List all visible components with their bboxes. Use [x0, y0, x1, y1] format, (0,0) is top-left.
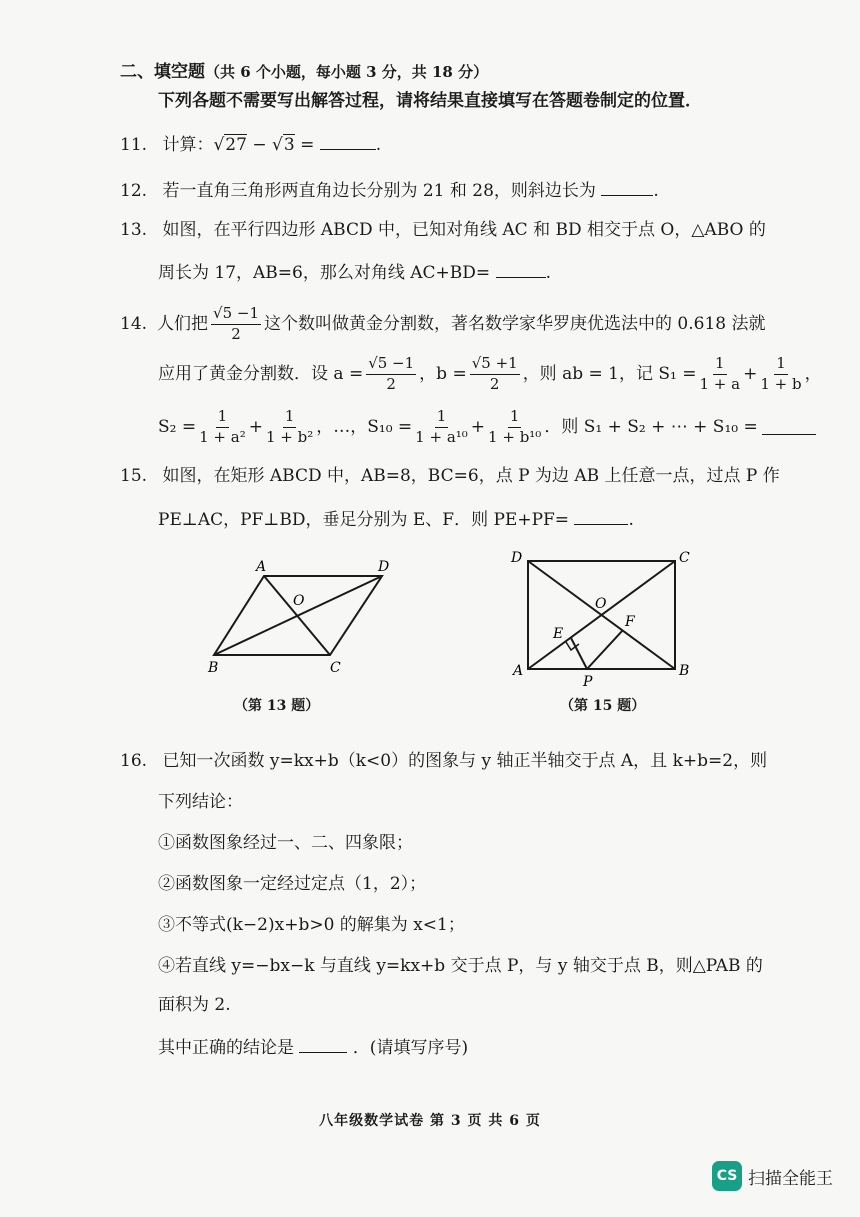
q14-b-den: 2	[489, 374, 500, 393]
q11-number: 11.	[120, 135, 148, 155]
label-b: B	[208, 660, 219, 675]
label-d: D	[378, 559, 390, 575]
label-c: C	[679, 550, 690, 566]
figure-13-caption: （第 13 题）	[234, 698, 320, 714]
question-15	[120, 468, 780, 485]
q14-s10-t2	[488, 408, 541, 446]
q12-answer-blank	[601, 181, 653, 196]
question-15-cont	[158, 510, 634, 529]
section-instruction: 下列各题不需要写出解答过程，请将结果直接填写在答题卷制定的位置．	[158, 91, 702, 111]
q16-number: 16.	[120, 751, 148, 771]
question-14-line2	[158, 352, 822, 396]
q16-ask-post: ．(请填写序号)	[352, 1038, 469, 1058]
label-b: B	[679, 663, 690, 679]
camscanner-watermark	[712, 1161, 833, 1191]
question-14-line3	[158, 405, 816, 449]
q14-s10-t2-den: 1 + b¹⁰	[488, 427, 542, 446]
q14-s2-label: S₂ =	[158, 416, 197, 437]
q16-conclusion-3: ③不等式(k−2)x+b>0 的解集为 x<1；	[158, 915, 465, 935]
q14-frac-num: √5 −1	[211, 305, 261, 324]
label-e: E	[553, 626, 564, 642]
q11-equals: =	[300, 135, 315, 155]
figure-13-parallelogram	[200, 555, 410, 675]
q14-s2-t1	[199, 408, 246, 446]
q16-ask	[158, 1038, 468, 1057]
q14-s1-t1-den: 1 + a	[699, 374, 741, 393]
camscanner-logo-icon: CS	[712, 1161, 742, 1191]
q13-line2: 周长为 17，AB=6，那么对角线 AC+BD=	[158, 263, 491, 283]
q14-s2-t2-num: 1	[283, 408, 297, 427]
q14-b-num: √5 +1	[470, 355, 520, 374]
q14-answer-blank	[762, 420, 816, 435]
q14-s2-t2-den: 1 + b²	[265, 427, 314, 446]
q15-number: 15.	[120, 466, 148, 486]
q14-lead: 人们把	[157, 313, 209, 334]
question-16	[120, 753, 767, 770]
q11-answer-blank	[320, 135, 376, 150]
q14-s1-t2-den: 1 + b	[760, 374, 802, 393]
q15-line1: 如图，在矩形 ABCD 中，AB=8，BC=6，点 P 为边 AB 上任意一点，过点 P 作	[162, 466, 780, 486]
q12-text: 若一直角三角形两直角边长分别为 21 和 28，则斜边长为	[162, 181, 596, 201]
q14-b-frac	[470, 355, 520, 393]
label-o: O	[293, 593, 305, 609]
page-footer: 八年级数学试卷 第 3 页 共 6 页	[319, 1113, 541, 1129]
question-12	[120, 181, 659, 200]
q16-answer-blank	[299, 1038, 347, 1053]
q14-plus-3: +	[470, 416, 486, 437]
q14-s1-t1	[700, 355, 741, 393]
q14-s1-t1-num: 1	[713, 355, 727, 374]
segment-pf	[587, 630, 623, 669]
q14-number: 14.	[120, 313, 148, 334]
q16-ask-pre: 其中正确的结论是	[158, 1038, 294, 1058]
q11-lead: 计算：	[162, 135, 214, 155]
q12-number: 12.	[120, 181, 148, 201]
q11-radicand-a: 27	[225, 135, 247, 155]
q14-s1-t2-num: 1	[774, 355, 788, 374]
q14-s10-t1	[415, 408, 468, 446]
q15-answer-blank	[574, 510, 628, 525]
q14-s2-t1-num: 1	[216, 408, 230, 427]
q14-comma: ，	[804, 363, 822, 384]
q15-end: .	[628, 510, 634, 530]
label-a: A	[256, 559, 267, 575]
q12-end: .	[653, 181, 659, 201]
q14-b-def: ，b =	[419, 363, 467, 384]
label-c: C	[330, 660, 341, 675]
q16-line1: 已知一次函数 y=kx+b（k<0）的图象与 y 轴正半轴交于点 A，且 k+b=2，则	[162, 751, 768, 771]
q13-number: 13.	[120, 220, 148, 240]
label-d: D	[511, 550, 523, 566]
question-13-cont	[158, 263, 551, 282]
q14-plus-2: +	[248, 416, 263, 437]
q11-radicand-b: 3	[283, 135, 295, 155]
q16-conclusion-4b: 面积为 2.	[158, 995, 231, 1015]
q13-end: .	[545, 263, 551, 283]
figure-15-rectangle	[505, 548, 695, 688]
q14-line1-post: 这个数叫做黄金分割数，著名数学家华罗庚优选法中的 0.618 法就	[264, 313, 766, 334]
question-14	[120, 304, 766, 344]
q14-a-frac	[366, 355, 416, 393]
q11-minus: −	[252, 135, 267, 155]
q16-conclusion-4a: ④若直线 y=−bx−k 与直线 y=kx+b 交于点 P，与 y 轴交于点 B，则△PAB 的	[158, 956, 763, 976]
q14-a-den: 2	[386, 374, 396, 393]
q13-answer-blank	[496, 263, 546, 278]
q14-frac-den: 2	[231, 324, 241, 343]
q14-a-num: √5 −1	[366, 355, 416, 374]
label-o: O	[595, 596, 607, 612]
q16-conclusion-1: ①函数图象经过一、二、四象限；	[158, 833, 413, 853]
section-title: 二、填空题	[120, 62, 205, 82]
q14-s10-label: ，…，S₁₀ =	[316, 416, 413, 437]
q14-a-def: 应用了黄金分割数．设 a =	[158, 363, 364, 384]
label-p: P	[583, 674, 593, 688]
q11-end: .	[375, 135, 382, 155]
label-a: A	[513, 663, 524, 679]
q14-sum: ．则 S₁ + S₂ + ⋯ + S₁₀ =	[544, 416, 758, 437]
question-13	[120, 222, 766, 239]
q14-plus: +	[743, 363, 758, 384]
q14-s1-t2	[760, 355, 801, 393]
section-note: （共 6 个小题，每小题 3 分，共 18 分）	[205, 63, 489, 81]
figure-15-caption: （第 15 题）	[560, 698, 646, 714]
q14-ab: ，则 ab = 1，记 S₁ =	[522, 363, 697, 384]
q15-line2: PE⊥AC，PF⊥BD，垂足分别为 E、F．则 PE+PF=	[158, 510, 570, 530]
label-f: F	[625, 614, 635, 630]
q16-line2: 下列结论：	[158, 792, 243, 812]
q16-conclusion-2: ②函数图象一定经过定点（1，2）；	[158, 874, 427, 894]
q14-s2-t2	[266, 408, 313, 446]
camscanner-text: 扫描全能王	[748, 1168, 833, 1189]
q14-golden-fraction	[211, 305, 261, 343]
q13-line1: 如图，在平行四边形 ABCD 中，已知对角线 AC 和 BD 相交于点 O，△ABO 的	[162, 220, 766, 240]
q14-s10-t1-num: 1	[435, 408, 449, 427]
section-heading	[120, 64, 488, 81]
segment-pe	[571, 638, 587, 669]
question-11: 11. 计算：√27 − √3 = .	[120, 135, 382, 155]
q14-s10-t2-num: 1	[508, 408, 522, 427]
q14-s2-t1-den: 1 + a²	[199, 427, 246, 446]
q14-s10-t1-den: 1 + a¹⁰	[415, 427, 468, 446]
